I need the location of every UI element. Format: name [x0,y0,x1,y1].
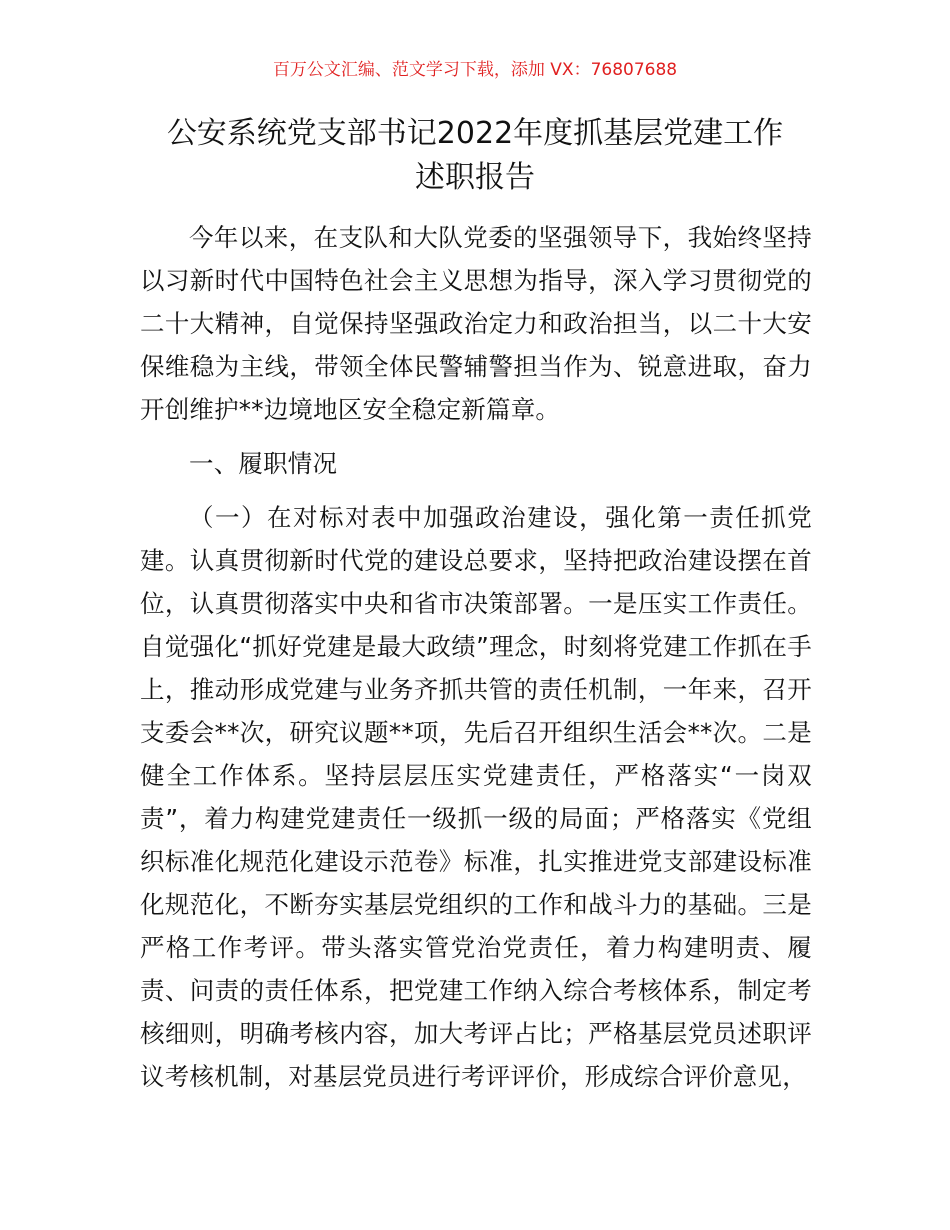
title-line-2: 述职报告 [415,160,535,195]
body-paragraph: （一）在对标对表中加强政治建设，强化第一责任抓党建。认真贯彻新时代党的建设总要求，坚持把政治建设摆在首位，认真贯彻落实中央和省市决策部署。一是压实工作责任。自觉强化“抓好党建是最大政绩”理念，时刻将党建工作抓在手上，推动形成党建与业务齐抓共管的责任机制，一年来，召开支委会**次，研究议题**项，先后召开组织生活会**次。二是健全工作体系。坚持层层压实党建责任，严格落实“一岗双责”，着力构建党建责任一级抓一级的局面；严格落实《党组织标准化规范化建设示范卷》标准，扎实推进党支部建设标准化规范化，不断夯实基层党组织的工作和战斗力的基础。三是严格工作考评。带头落实管党治党责任，着力构建明责、履责、问责的责任体系，把党建工作纳入综合考核体系，制定考核细则，明确考核内容，加大考评占比；严格基层党员述职评议考核机制，对基层党员进行考评评价，形成综合评价意见， [140,503,812,1091]
document-title [130,112,820,200]
watermark-header: 百万公文汇编、范文学习下载，添加 VX：76807688 [272,60,678,80]
title-line-1: 公安系统党支部书记2022年度抓基层党建工作 [166,116,784,151]
section-heading: 一、履职情况 [189,449,338,478]
document-body [140,216,812,1098]
intro-paragraph: 今年以来，在支队和大队党委的坚强领导下，我始终坚持以习新时代中国特色社会主义思想为指导，深入学习贯彻党的二十大精神，自觉保持坚强政治定力和政治担当，以二十大安保维稳为主线，带领全体民警辅警担当作为、锐意进取，奋力开创维护**边境地区安全稳定新篇章。 [140,223,812,424]
